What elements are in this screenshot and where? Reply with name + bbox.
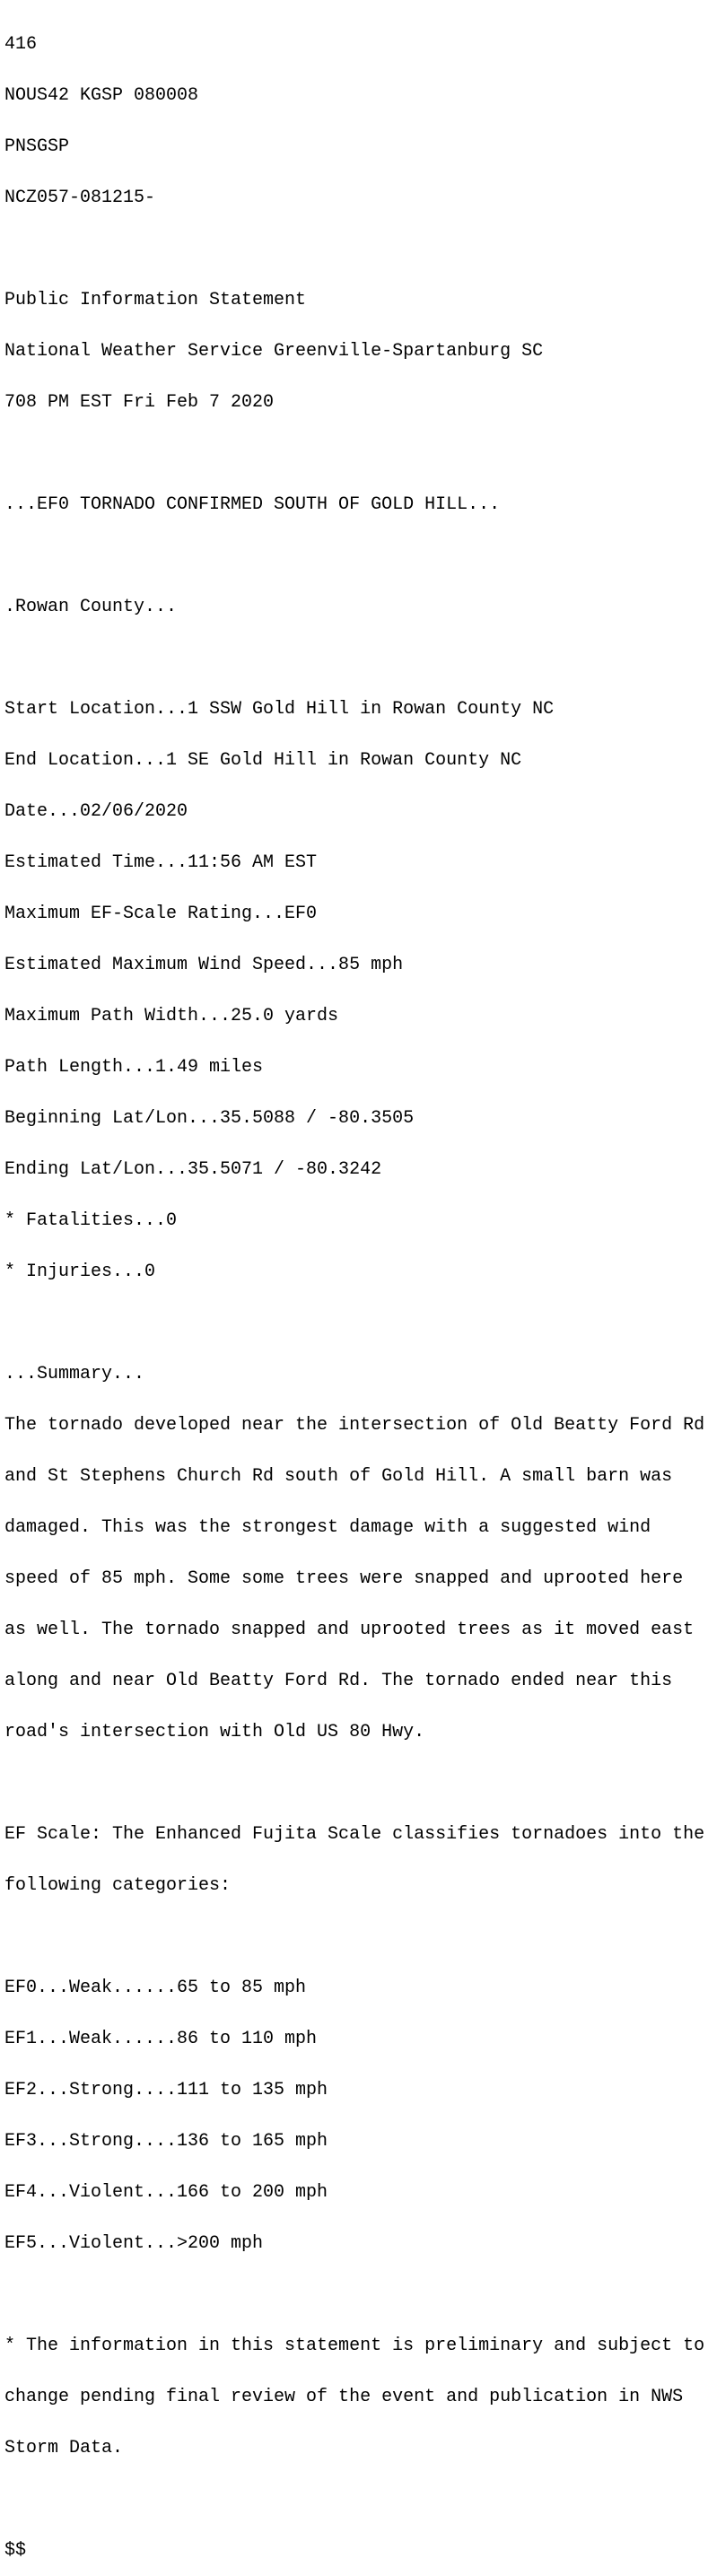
ef-scale-row-ef4: EF4...Violent...166 to 200 mph — [4, 2182, 328, 2203]
disclaimer-line: * The information in this statement is preliminary and subject to — [4, 2336, 705, 2356]
ef-scale-intro: EF Scale: The Enhanced Fujita Scale classifies tornadoes into the — [4, 1824, 705, 1845]
ef-scale-row-ef5: EF5...Violent...>200 mph — [4, 2233, 264, 2254]
issuing-office: National Weather Service Greenville-Spartanburg SC — [4, 341, 544, 362]
summary-text-line: and St Stephens Church Rd south of Gold Hill. A small barn was — [4, 1466, 673, 1487]
ef-scale-intro: following categories: — [4, 1875, 232, 1896]
max-wind-speed: Estimated Maximum Wind Speed...85 mph — [4, 955, 404, 975]
summary-text-line: as well. The tornado snapped and uprooted trees as it moved east — [4, 1620, 695, 1640]
blank-line — [4, 445, 704, 462]
disclaimer-line: Storm Data. — [4, 2438, 124, 2458]
ef-scale-row-ef3: EF3...Strong....136 to 165 mph — [4, 2131, 328, 2152]
blank-line — [4, 2286, 704, 2303]
blank-line — [4, 2491, 704, 2508]
start-location: Start Location...1 SSW Gold Hill in Rowan County NC — [4, 699, 555, 720]
fatalities: * Fatalities...0 — [4, 1210, 178, 1231]
summary-text-line: road's intersection with Old US 80 Hwy. — [4, 1722, 425, 1742]
blank-line — [4, 1928, 704, 1945]
public-information-statement — [4, 2, 704, 2576]
statement-title: Public Information Statement — [4, 290, 307, 310]
end-of-product-marker: $$ — [4, 2540, 27, 2561]
ugc-zone-line: NCZ057-081215- — [4, 188, 156, 208]
issue-time: 708 PM EST Fri Feb 7 2020 — [4, 392, 275, 413]
blank-line — [4, 547, 704, 564]
path-length: Path Length...1.49 miles — [4, 1057, 264, 1078]
disclaimer-line: change pending final review of the event and publication in NWS — [4, 2387, 684, 2407]
headline: ...EF0 TORNADO CONFIRMED SOUTH OF GOLD HILL... — [4, 494, 501, 515]
estimated-time: Estimated Time...11:56 AM EST — [4, 852, 318, 873]
ef-scale-row-ef2: EF2...Strong....111 to 135 mph — [4, 2080, 328, 2100]
summary-text-line: speed of 85 mph. Some some trees were snapped and uprooted here — [4, 1568, 684, 1589]
wmo-header-line: NOUS42 KGSP 080008 — [4, 85, 199, 106]
county-heading: .Rowan County... — [4, 597, 178, 617]
awips-id-line: PNSGSP — [4, 136, 70, 157]
blank-line — [4, 1775, 704, 1792]
injuries: * Injuries...0 — [4, 1262, 156, 1282]
summary-text-line: along and near Old Beatty Ford Rd. The tornado ended near this — [4, 1671, 673, 1691]
ending-lat-lon: Ending Lat/Lon...35.5071 / -80.3242 — [4, 1159, 382, 1180]
max-ef-rating: Maximum EF-Scale Rating...EF0 — [4, 904, 318, 924]
end-location: End Location...1 SE Gold Hill in Rowan County NC — [4, 750, 522, 771]
product-id-line: 416 — [4, 34, 38, 55]
beginning-lat-lon: Beginning Lat/Lon...35.5088 / -80.3505 — [4, 1108, 415, 1129]
summary-heading: ...Summary... — [4, 1364, 145, 1384]
event-date: Date...02/06/2020 — [4, 801, 188, 822]
blank-line — [4, 1314, 704, 1332]
ef-scale-row-ef0: EF0...Weak......65 to 85 mph — [4, 1978, 307, 1998]
ef-scale-row-ef1: EF1...Weak......86 to 110 mph — [4, 2029, 318, 2049]
summary-text-line: The tornado developed near the intersection of Old Beatty Ford Rd — [4, 1415, 705, 1436]
blank-line — [4, 650, 704, 667]
summary-text-line: damaged. This was the strongest damage with a suggested wind — [4, 1517, 651, 1538]
blank-line — [4, 240, 704, 258]
max-path-width: Maximum Path Width...25.0 yards — [4, 1006, 339, 1026]
